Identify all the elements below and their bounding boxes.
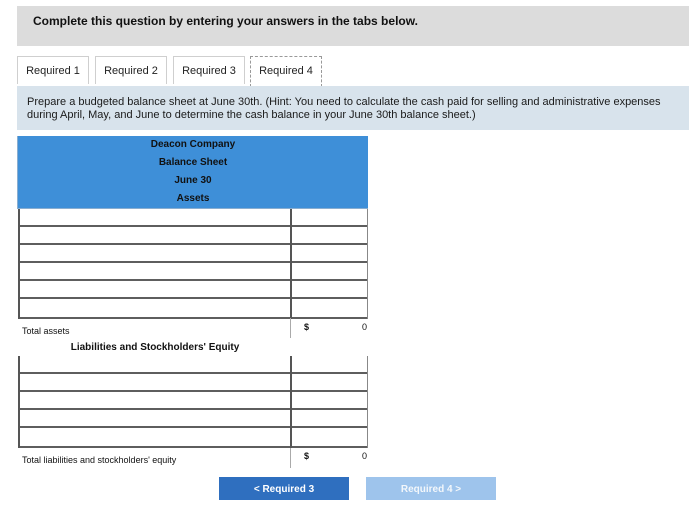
asset-amount-input[interactable] (292, 211, 367, 229)
statement-date: June 30 (18, 172, 368, 190)
next-required-button[interactable]: Required 4 > (366, 477, 496, 500)
asset-label-input[interactable] (20, 265, 290, 283)
question-text: Prepare a budgeted balance sheet at June 30th. (Hint: You need to calculate the cash paid for selling and administrative expenses during April, May, and June to determine the cash balance in your June 30th balance sheet.) (27, 96, 661, 121)
liabilities-heading: Liabilities and Stockholders' Equity (70, 342, 240, 353)
liability-row (18, 356, 368, 374)
total-assets-currency: $ (304, 322, 310, 332)
banner-text: Complete this question by entering your answers in the tabs below. (33, 14, 418, 28)
instructions-banner (17, 6, 689, 46)
asset-amount-input[interactable] (292, 265, 367, 283)
statement-title: Balance Sheet (18, 154, 368, 172)
liability-label-input[interactable] (20, 412, 290, 430)
asset-row (18, 299, 368, 319)
liability-row (18, 374, 368, 392)
tab-required-4[interactable]: Required 4 (250, 56, 322, 87)
prev-required-button[interactable]: < Required 3 (219, 477, 349, 500)
asset-amount-input[interactable] (292, 247, 367, 265)
asset-label-input[interactable] (20, 283, 290, 301)
asset-amount-input[interactable] (292, 300, 367, 320)
asset-label-input[interactable] (20, 229, 290, 247)
liability-label-input[interactable] (20, 394, 290, 412)
tab-required-2[interactable]: Required 2 (95, 56, 167, 84)
asset-row (18, 209, 368, 227)
asset-row (18, 281, 368, 299)
liability-row (18, 392, 368, 410)
company-name: Deacon Company (18, 136, 368, 154)
asset-row (18, 263, 368, 281)
assets-heading: Assets (18, 190, 368, 208)
asset-row (18, 227, 368, 245)
asset-label-input[interactable] (20, 211, 290, 229)
liability-row (18, 428, 368, 448)
liability-label-input[interactable] (20, 358, 290, 376)
question-panel (17, 86, 689, 130)
total-assets-label: Total assets (22, 326, 70, 336)
tab-required-1[interactable]: Required 1 (17, 56, 89, 84)
asset-amount-input[interactable] (292, 229, 367, 247)
total-assets-value: 0 (362, 322, 368, 332)
asset-row (18, 245, 368, 263)
total-liabilities-label: Total liabilities and stockholders' equity (22, 455, 177, 465)
total-liabilities-value: 0 (362, 451, 368, 461)
liability-amount-input[interactable] (292, 358, 367, 376)
liability-amount-input[interactable] (292, 376, 367, 394)
total-liabilities-divider (290, 448, 291, 468)
tab-required-3[interactable]: Required 3 (173, 56, 245, 84)
total-liabilities-currency: $ (304, 451, 310, 461)
asset-label-input[interactable] (20, 247, 290, 265)
liability-amount-input[interactable] (292, 429, 367, 449)
liability-row (18, 410, 368, 428)
total-assets-divider (290, 318, 291, 338)
liability-amount-input[interactable] (292, 394, 367, 412)
asset-label-input[interactable] (20, 300, 290, 320)
liability-amount-input[interactable] (292, 412, 367, 430)
tab-bar (17, 56, 689, 86)
liability-label-input[interactable] (20, 376, 290, 394)
liability-label-input[interactable] (20, 429, 290, 449)
asset-amount-input[interactable] (292, 283, 367, 301)
